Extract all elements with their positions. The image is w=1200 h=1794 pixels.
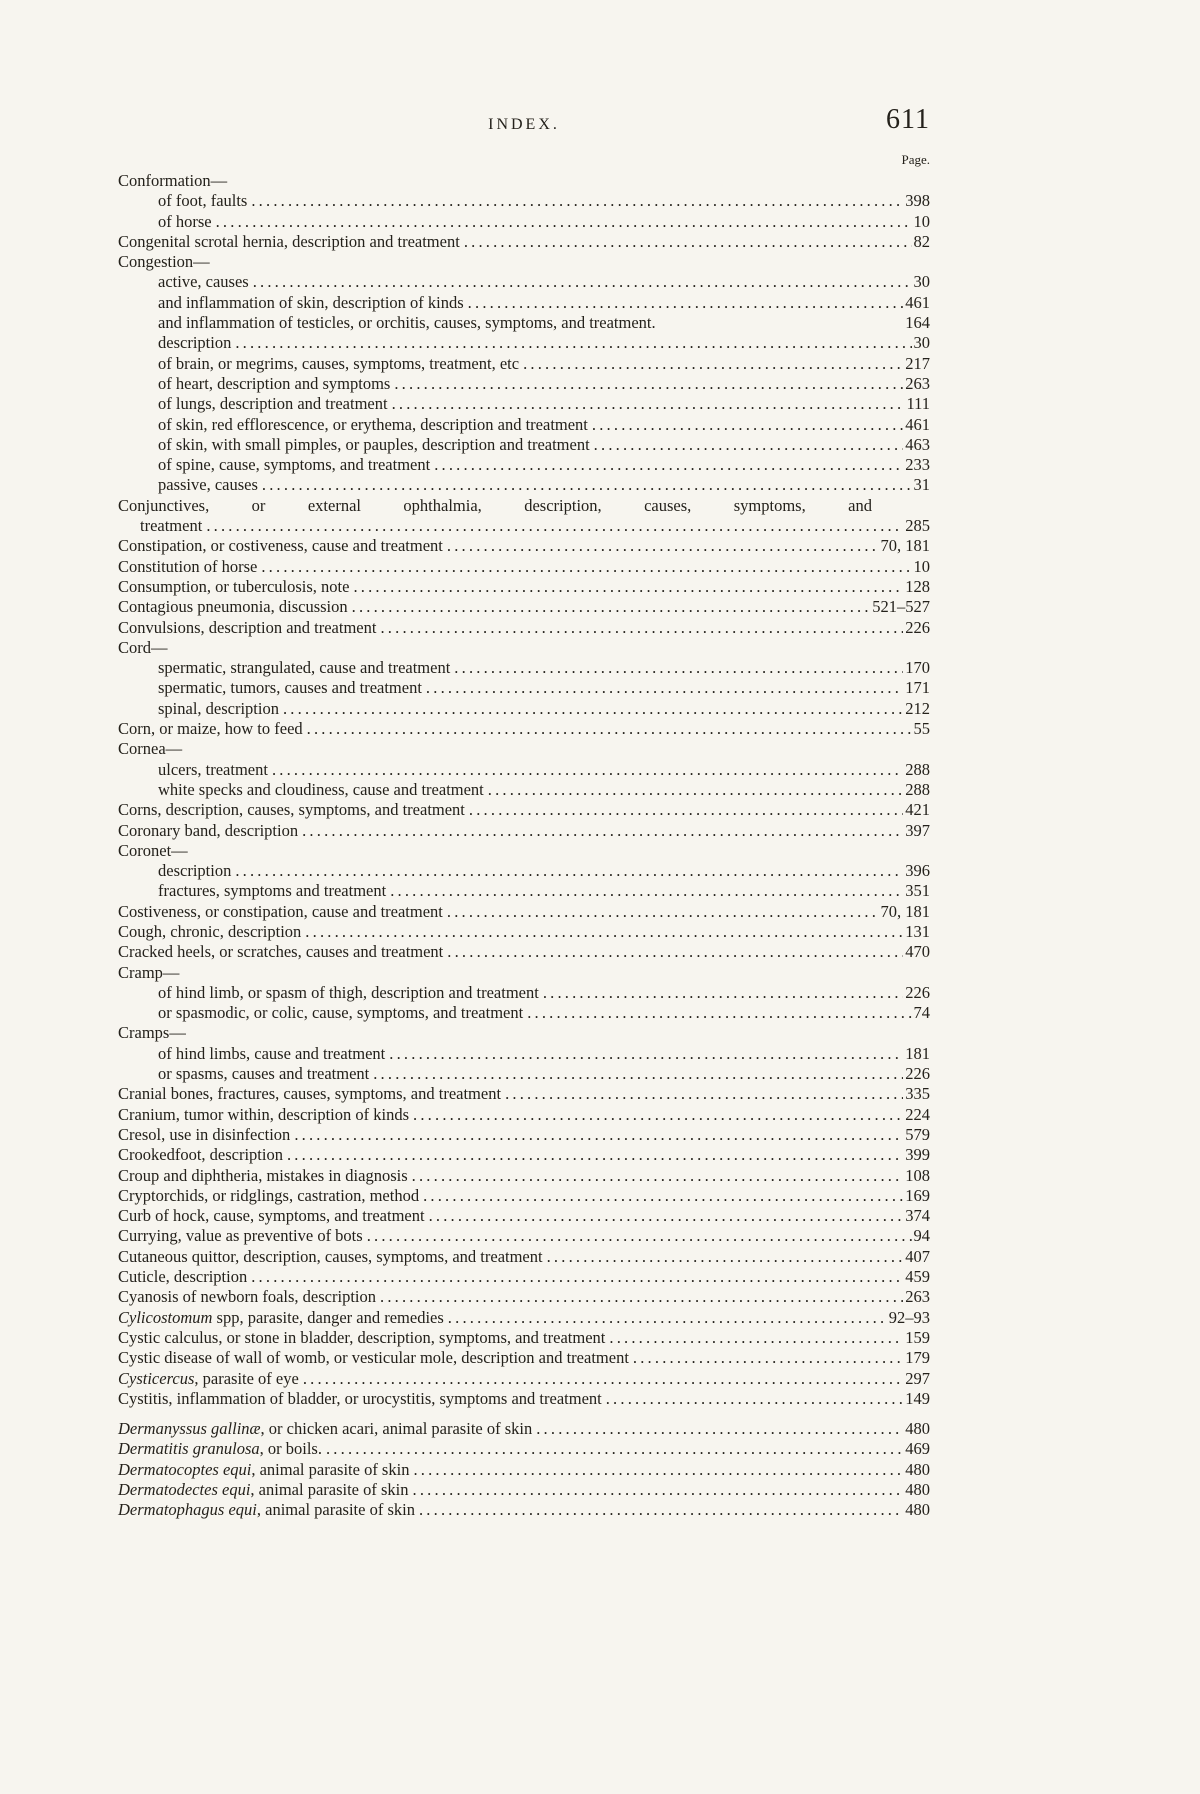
- dot-leader: [447, 536, 879, 556]
- entry-text: Cyanosis of newborn foals, description: [118, 1287, 376, 1307]
- dot-leader: [426, 678, 903, 698]
- entry-text: Cord—: [118, 637, 168, 657]
- dot-leader: [448, 1308, 887, 1328]
- index-entry: [118, 760, 930, 780]
- entry-text: Cuticle, description: [118, 1267, 248, 1287]
- dot-leader: [367, 1226, 912, 1246]
- dot-leader: [380, 618, 903, 638]
- dot-leader: [261, 557, 911, 577]
- entry-text: Cranium, tumor within, description of kinds: [118, 1104, 410, 1124]
- index-entry: [118, 902, 930, 922]
- entry-text: Cryptorchids, or ridglings, castration, method: [118, 1185, 420, 1205]
- entry-page: 128: [905, 576, 930, 596]
- entry-page: 288: [905, 779, 930, 799]
- index-entry: [118, 455, 930, 475]
- entry-page: 396: [905, 861, 930, 881]
- entry-italic-lead: Dermatitis granulosa: [118, 1439, 260, 1459]
- entry-text: active, causes: [158, 272, 249, 292]
- index-entry: [118, 171, 930, 191]
- entry-text: white specks and cloudiness, cause and treatment: [158, 779, 484, 799]
- entry-text: Cystic disease of wall of womb, or vesticular mole, description and treatment: [118, 1348, 629, 1368]
- entry-text: description: [158, 861, 232, 881]
- entry-page: 374: [905, 1206, 930, 1226]
- dot-leader: [206, 516, 903, 536]
- entry-text: Corn, or maize, how to feed: [118, 719, 303, 739]
- entry-italic-lead: Dermatocoptes equi: [118, 1459, 252, 1479]
- entry-text: spermatic, tumors, causes and treatment: [158, 678, 422, 698]
- entry-text: description: [158, 333, 232, 353]
- entry-text: Coronet—: [118, 840, 188, 860]
- index-entry: [118, 536, 930, 556]
- entry-page: 226: [905, 982, 930, 1002]
- index-entry: [118, 1308, 930, 1328]
- dot-leader: [373, 1064, 903, 1084]
- entry-page: 131: [905, 921, 930, 941]
- entry-page: 297: [905, 1368, 930, 1388]
- index-entry: [118, 1145, 930, 1165]
- dot-leader: [380, 1287, 903, 1307]
- index-entry: [118, 1247, 930, 1267]
- entry-text: Currying, value as preventive of bots: [118, 1226, 363, 1246]
- dot-leader: [326, 1439, 903, 1459]
- entry-page: 579: [905, 1124, 930, 1144]
- entry-page: 224: [905, 1104, 930, 1124]
- dot-leader: [447, 942, 903, 962]
- entry-page: 421: [905, 800, 930, 820]
- index-entry: [118, 780, 930, 800]
- entry-italic-lead: Cysticercus: [118, 1368, 195, 1388]
- entry-text: Cystitis, inflammation of bladder, or urocystitis, symptoms and treatment: [118, 1388, 602, 1408]
- entry-page: 70, 181: [880, 901, 930, 921]
- entry-text: Congestion—: [118, 252, 210, 272]
- index-entry: [118, 415, 930, 435]
- dot-leader: [413, 1460, 903, 1480]
- index-list: [118, 171, 930, 1521]
- entry-text: and inflammation of skin, description of kinds: [158, 292, 464, 312]
- index-entry: [118, 963, 930, 983]
- entry-page: 217: [905, 353, 930, 373]
- dot-leader: [389, 1044, 903, 1064]
- entry-italic-lead: Dermanyssus gallinæ: [118, 1419, 261, 1439]
- dot-leader: [469, 800, 903, 820]
- entry-text: Dermatocoptes equi, animal parasite of skin: [118, 1459, 410, 1479]
- index-entry: [118, 333, 930, 353]
- index-entry: [118, 1084, 930, 1104]
- entry-page: 30: [913, 333, 930, 353]
- index-entry: [118, 800, 930, 820]
- entry-page: 480: [905, 1500, 930, 1520]
- entry-page: 169: [905, 1185, 930, 1205]
- index-entry: [118, 1348, 930, 1368]
- index-entry: [118, 1023, 930, 1043]
- entry-text: Dermanyssus gallinæ, or chicken acari, animal parasite of skin: [118, 1419, 533, 1439]
- dot-leader: [235, 861, 903, 881]
- index-entry: [118, 1125, 930, 1145]
- index-entry: [118, 1226, 930, 1246]
- dot-leader: [390, 881, 903, 901]
- entry-text: Dermatitis granulosa, or boils.: [118, 1439, 322, 1459]
- entry-text: of brain, or megrims, causes, symptoms, treatment, etc: [158, 353, 520, 373]
- entry-italic-lead: Cylicostomum: [118, 1307, 213, 1327]
- index-entry: [118, 618, 930, 638]
- entry-page: 226: [905, 617, 930, 637]
- page-number: 611: [886, 104, 930, 135]
- dot-leader: [543, 983, 903, 1003]
- entry-italic-lead: Dermatodectes equi: [118, 1480, 251, 1499]
- dot-leader: [423, 1186, 903, 1206]
- entry-page: 149: [905, 1388, 930, 1408]
- dot-leader: [235, 333, 911, 353]
- entry-page: 30: [913, 272, 930, 292]
- entry-page: 164: [905, 313, 930, 333]
- entry-text: Contagious pneumonia, discussion: [118, 597, 348, 617]
- entry-text: Cornea—: [118, 739, 183, 759]
- index-entry: [118, 293, 930, 313]
- dot-leader: [253, 272, 912, 292]
- dot-leader: [523, 354, 903, 374]
- index-entry: [118, 983, 930, 1003]
- index-entry: [118, 597, 930, 617]
- entry-page: 521–527: [872, 597, 930, 617]
- entry-text: or spasmodic, or colic, cause, symptoms, and treatment: [158, 1003, 524, 1023]
- dot-leader: [488, 780, 903, 800]
- entry-text: Corns, description, causes, symptoms, and treatment: [118, 800, 465, 820]
- entry-page: 92–93: [888, 1307, 930, 1327]
- entry-text: Consumption, or tuberculosis, note: [118, 576, 350, 596]
- page-column-label: Page.: [901, 152, 930, 167]
- dot-leader: [547, 1247, 904, 1267]
- entry-text: of lungs, description and treatment: [158, 394, 388, 414]
- dot-leader: [536, 1419, 903, 1439]
- index-entry: [118, 719, 930, 739]
- entry-text: Dermatodectes equi, animal parasite of skin: [118, 1480, 409, 1499]
- index-entry: [118, 374, 930, 394]
- entry-text: spinal, description: [158, 698, 279, 718]
- entry-page: 407: [905, 1246, 930, 1266]
- dot-leader: [413, 1480, 904, 1500]
- dot-leader: [468, 293, 904, 313]
- entry-page: 111: [906, 394, 930, 414]
- entry-page: 55: [913, 719, 930, 739]
- entry-text: spermatic, strangulated, cause and treatment: [158, 658, 451, 678]
- entry-text: Cylicostomum spp, parasite, danger and remedies: [118, 1307, 444, 1327]
- entry-text: Cracked heels, or scratches, causes and treatment: [118, 942, 444, 962]
- index-entry: [118, 394, 930, 414]
- entry-page: 461: [905, 292, 930, 312]
- entry-page: 10: [913, 556, 930, 576]
- index-entry: [118, 678, 930, 698]
- entry-text: Cresol, use in disinfection: [118, 1124, 291, 1144]
- entry-text: Dermatophagus equi, animal parasite of skin: [118, 1500, 415, 1520]
- entry-page: 179: [905, 1348, 930, 1368]
- dot-leader: [594, 435, 904, 455]
- entry-page: 459: [905, 1267, 930, 1287]
- index-entry: [118, 516, 930, 536]
- entry-text: of hind limb, or spasm of thigh, description and treatment: [158, 982, 539, 1002]
- entry-page: 171: [905, 678, 930, 698]
- entry-page: 288: [905, 759, 930, 779]
- dot-leader: [527, 1003, 911, 1023]
- page-header: [118, 106, 930, 148]
- entry-page: 212: [905, 698, 930, 718]
- index-entry: [118, 821, 930, 841]
- entry-text: treatment: [140, 516, 203, 536]
- dot-leader: [251, 1267, 903, 1287]
- entry-text: or spasms, causes and treatment: [158, 1064, 370, 1084]
- dot-leader: [303, 1369, 903, 1389]
- entry-page: 351: [905, 881, 930, 901]
- entry-text: Convulsions, description and treatment: [118, 617, 377, 637]
- dot-leader: [216, 212, 912, 232]
- index-entry: [118, 1206, 930, 1226]
- index-entry: [118, 1500, 930, 1520]
- entry-page: 10: [913, 211, 930, 231]
- index-entry: [118, 739, 930, 759]
- entry-text: Croup and diphtheria, mistakes in diagnosis: [118, 1165, 408, 1185]
- dot-leader: [434, 455, 903, 475]
- index-entry: [118, 1328, 930, 1348]
- dot-leader: [305, 922, 903, 942]
- index-entry: [118, 922, 930, 942]
- dot-leader: [307, 719, 912, 739]
- index-entry: [118, 1105, 930, 1125]
- entry-page: 469: [905, 1439, 930, 1459]
- dot-leader: [283, 699, 903, 719]
- index-entry: [118, 191, 930, 211]
- entry-text: Conjunctives, or external ophthalmia, description, causes, symptoms, and: [118, 495, 872, 515]
- dot-leader: [454, 658, 903, 678]
- index-entry: [118, 252, 930, 272]
- index-entry: [118, 1419, 930, 1439]
- dot-leader: [412, 1166, 904, 1186]
- index-entry: [118, 1003, 930, 1023]
- index-entry: [118, 638, 930, 658]
- index-entry: [118, 1166, 930, 1186]
- index-entry: [118, 1064, 930, 1084]
- entry-text: Coronary band, description: [118, 820, 299, 840]
- index-entry: [118, 1186, 930, 1206]
- entry-text: Cramp—: [118, 962, 180, 982]
- dot-leader: [609, 1328, 903, 1348]
- entry-text: Crookedfoot, description: [118, 1145, 283, 1165]
- dot-leader: [505, 1084, 903, 1104]
- entry-text: Curb of hock, cause, symptoms, and treatment: [118, 1206, 425, 1226]
- entry-page: 82: [913, 231, 930, 251]
- dot-leader: [413, 1105, 903, 1125]
- index-entry: [118, 942, 930, 962]
- dot-leader: [419, 1500, 903, 1520]
- entry-page: 74: [913, 1003, 930, 1023]
- index-entry: [118, 658, 930, 678]
- index-entry: [118, 577, 930, 597]
- dot-leader: [287, 1145, 903, 1165]
- index-entry: [118, 1389, 930, 1409]
- dot-leader: [592, 415, 903, 435]
- entry-page: 480: [905, 1459, 930, 1479]
- index-entry: [118, 354, 930, 374]
- entry-page: 480: [905, 1480, 930, 1499]
- entry-page: 398: [905, 191, 930, 211]
- entry-page: 480: [905, 1419, 930, 1439]
- entry-text: Constitution of horse: [118, 556, 258, 576]
- entry-italic-lead: Dermatophagus equi: [118, 1500, 257, 1520]
- dot-leader: [392, 394, 905, 414]
- entry-text: ulcers, treatment: [158, 759, 268, 779]
- entry-text: Conformation—: [118, 171, 228, 190]
- entry-page: 397: [905, 820, 930, 840]
- entry-page: 108: [905, 1165, 930, 1185]
- entry-text: Cough, chronic, description: [118, 921, 302, 941]
- entry-page: 335: [905, 1084, 930, 1104]
- index-entry: [118, 1439, 930, 1459]
- index-entry: [118, 1460, 930, 1480]
- entry-text: of spine, cause, symptoms, and treatment: [158, 455, 431, 475]
- entry-text: of foot, faults: [158, 191, 248, 211]
- dot-leader: [633, 1348, 903, 1368]
- entry-page: 31: [913, 475, 930, 495]
- index-entry: [118, 881, 930, 901]
- entry-text: Cramps—: [118, 1023, 186, 1043]
- index-title: INDEX.: [488, 116, 560, 133]
- entry-page: 463: [905, 434, 930, 454]
- index-entry: [118, 557, 930, 577]
- index-entry: [118, 1267, 930, 1287]
- entry-page: 461: [905, 414, 930, 434]
- entry-page: 70, 181: [880, 536, 930, 556]
- index-entry: [118, 1369, 930, 1389]
- index-entry: [118, 475, 930, 495]
- dot-leader: [272, 760, 903, 780]
- entry-page: 170: [905, 658, 930, 678]
- entry-page: 399: [905, 1145, 930, 1165]
- entry-page: 263: [905, 373, 930, 393]
- entry-text: of skin, with small pimples, or pauples, description and treatment: [158, 434, 590, 454]
- dot-leader: [394, 374, 903, 394]
- entry-page: 226: [905, 1064, 930, 1084]
- entry-page: 159: [905, 1327, 930, 1347]
- entry-text: passive, causes: [158, 475, 258, 495]
- index-entry: [118, 1044, 930, 1064]
- entry-text: Cystic calculus, or stone in bladder, description, symptoms, and treatment: [118, 1327, 606, 1347]
- entry-text: Cranial bones, fractures, causes, symptoms, and treatment: [118, 1084, 502, 1104]
- dot-leader: [429, 1206, 904, 1226]
- entry-text: Cutaneous quittor, description, causes, symptoms, and treatment: [118, 1246, 543, 1266]
- entry-page: 94: [913, 1226, 930, 1246]
- index-entry: [118, 232, 930, 252]
- dot-leader: [447, 902, 879, 922]
- entry-page: 285: [905, 516, 930, 536]
- entry-page: 470: [905, 942, 930, 962]
- entry-page: 233: [905, 455, 930, 475]
- entry-page: 263: [905, 1287, 930, 1307]
- entry-text: Congenital scrotal hernia, description and treatment: [118, 231, 460, 251]
- index-entry: [118, 841, 930, 861]
- dot-leader: [352, 597, 871, 617]
- index-entry: [118, 699, 930, 719]
- entry-text: Costiveness, or constipation, cause and treatment: [118, 901, 443, 921]
- book-page: [118, 106, 930, 1521]
- index-entry: [118, 272, 930, 292]
- entry-text: Constipation, or costiveness, cause and treatment: [118, 536, 443, 556]
- index-entry: [118, 1287, 930, 1307]
- index-entry: [118, 435, 930, 455]
- entry-text: Cysticercus, parasite of eye: [118, 1368, 299, 1388]
- dot-leader: [606, 1389, 904, 1409]
- entry-text: and inflammation of testicles, or orchitis, causes, symptoms, and treatment.: [158, 313, 656, 333]
- dot-leader: [294, 1125, 903, 1145]
- dot-leader: [251, 191, 903, 211]
- entry-text: of skin, red efflorescence, or erythema, description and treatment: [158, 414, 588, 434]
- entry-text: of horse: [158, 211, 212, 231]
- index-entry: [118, 1480, 930, 1500]
- entry-page: 181: [905, 1043, 930, 1063]
- index-entry: [118, 496, 930, 516]
- entry-text: of heart, description and symptoms: [158, 373, 391, 393]
- entry-text: fractures, symptoms and treatment: [158, 881, 387, 901]
- dot-leader: [464, 232, 912, 252]
- dot-leader: [262, 475, 912, 495]
- index-entry: [118, 313, 930, 333]
- index-entry: [118, 861, 930, 881]
- dot-leader: [353, 577, 903, 597]
- dot-leader: [302, 821, 903, 841]
- index-entry: [118, 212, 930, 232]
- entry-text: of hind limbs, cause and treatment: [158, 1043, 386, 1063]
